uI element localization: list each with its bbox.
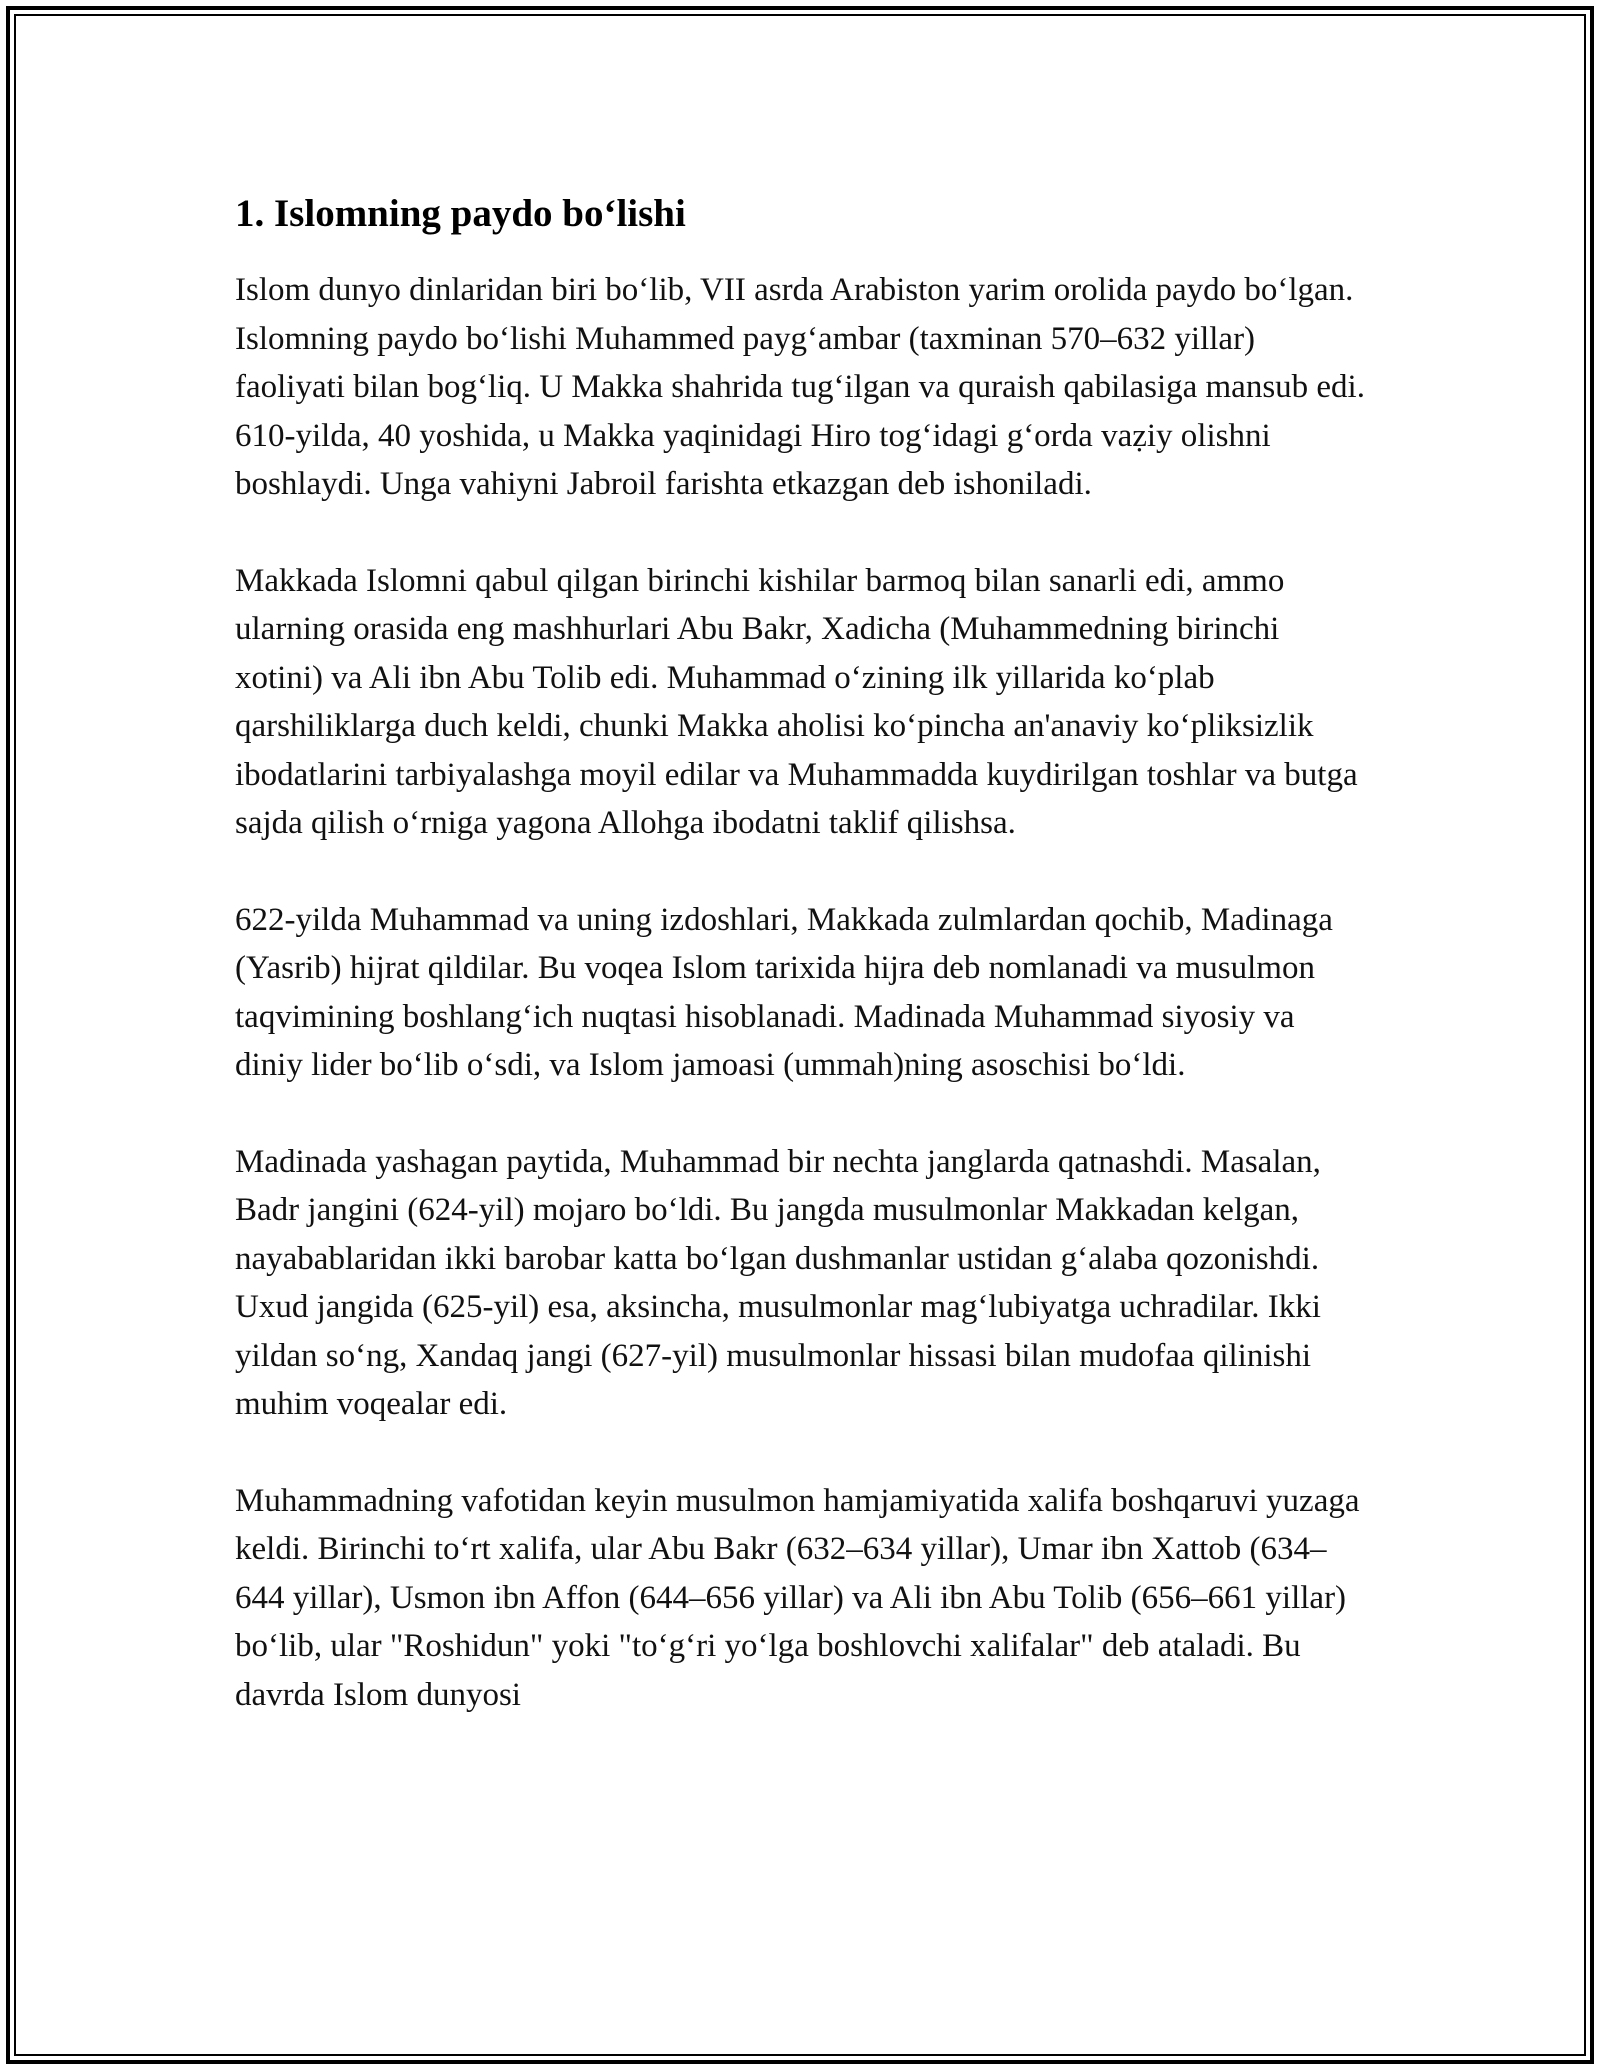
paragraph-origin: Islom dunyo dinlaridan biri bo‘lib, VII asrda Arabiston yarim orolida paydo bo‘lgan. Islomning paydo bo‘lishi Muhammed payg‘ambar (taxminan 570–632 yillar) faoliyati bilan bog‘liq. U Makka shahrida tug‘ilgan va quraish qabilasiga mansub edi. 610-yilda, 40 yoshida, u Makka yaqinidagi Hiro tog‘idagi g‘orda vaẓiy olishni boshlaydi. Unga vahiyni Jabroil farishta etkazgan deb ishoniladi. (235, 272, 1365, 502)
section-heading: 1. Islomning paydo bo‘lishi (235, 192, 686, 235)
paragraph-early-converts: Makkada Islomni qabul qilgan birinchi kishilar barmoq bilan sanarli edi, ammo ularning orasida eng mashhurlari Abu Bakr, Xadicha (Muhammedning birinchi xotini) va Ali ibn Abu Tolib edi. Muhammad o‘zining ilk yillarida ko‘plab qarshiliklarga duch keldi, chunki Makka aholisi ko‘pincha an'anaviy ko‘pliksizlik ibodatlarini tarbiyalashga moyil edilar va Muhammadda kuydirilgan toshlar va butga sajda qilish o‘rniga yagona Allohga ibodatni taklif qilishsa. (235, 562, 1358, 841)
paragraph-hijra: 622-yilda Muhammad va uning izdoshlari, Makkada zulmlardan qochib, Madinaga (Yasrib) hijrat qildilar. Bu voqea Islom tarixida hijra deb nomlanadi va musulmon taqvimining boshlang‘ich nuqtasi hisoblanadi. Madinada Muhammad siyosiy va diniy lider bo‘lib o‘sdi, va Islom jamoasi (ummah)ning asoschisi bo‘ldi. (235, 901, 1333, 1083)
document-body (235, 188, 1370, 1767)
paragraph-battles: Madinada yashagan paytida, Muhammad bir nechta janglarda qatnashdi. Masalan, Badr jangini (624-yil) mojaro bo‘ldi. Bu jangda musulmonlar Makkadan kelgan, nayabablaridan ikki barobar katta bo‘lgan dushmanlar ustidan g‘alaba qozonishdi. Uxud jangida (625-yil) esa, aksincha, musulmonlar mag‘lubiyatga uchradilar. Ikki yildan so‘ng, Xandaq jangi (627-yil) musulmonlar hissasi bilan mudofaa qilinishi muhim voqealar edi. (235, 1143, 1321, 1422)
paragraph-caliphs: Muhammadning vafotidan keyin musulmon hamjamiyatida xalifa boshqaruvi yuzaga keldi. Birinchi to‘rt xalifa, ular Abu Bakr (632–634 yillar), Umar ibn Xattob (634–644 yillar), Usmon ibn Affon (644–656 yillar) va Ali ibn Abu Tolib (656–661 yillar) bo‘lib, ular "Roshidun" yoki "to‘g‘ri yo‘lga boshlovchi xalifalar" deb ataladi. Bu davrda Islom dunyosi (235, 1482, 1360, 1713)
